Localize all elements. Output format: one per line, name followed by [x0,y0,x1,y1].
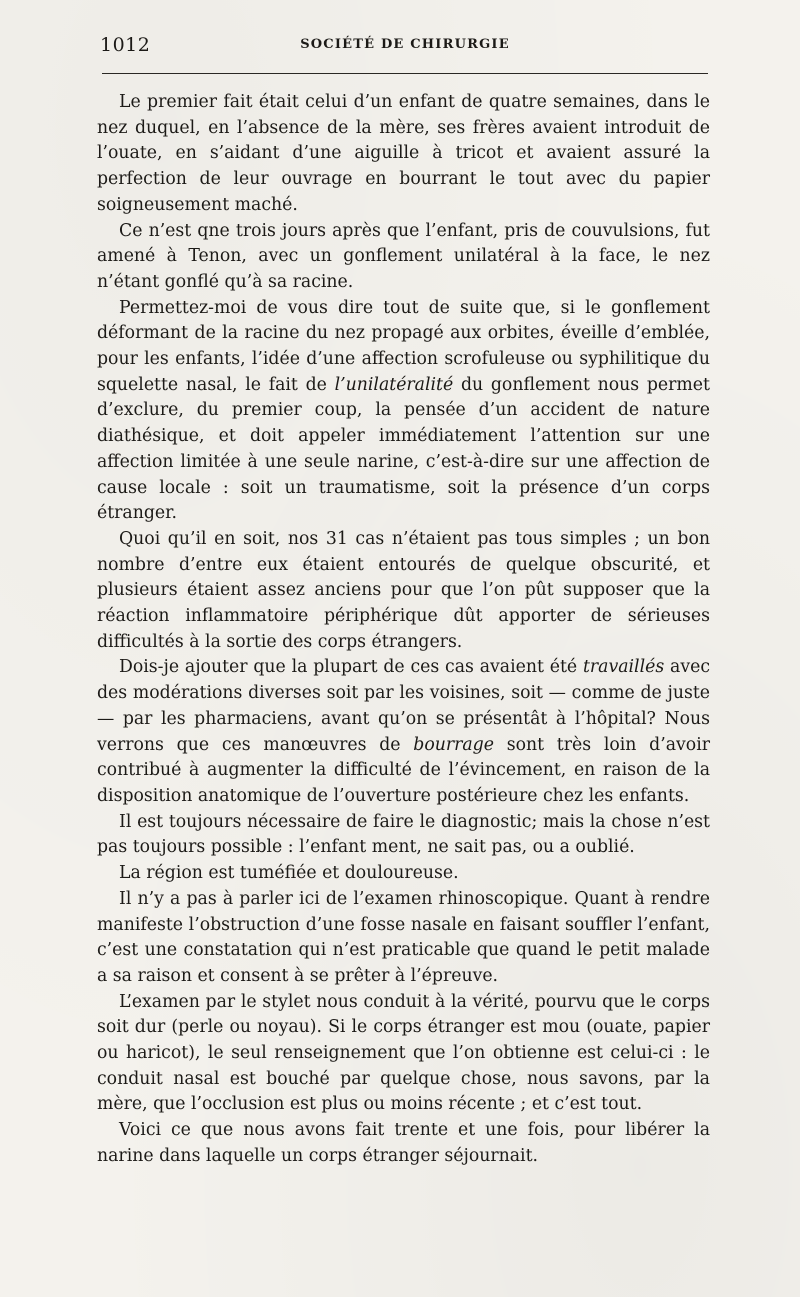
paragraph-text: sont très loin d’avoir contribué à augmenter la difficulté de l’évincement, en raison de la disposition anatomique de l’ouverture postérieure chez les enfants. [97,734,710,806]
paragraph: L’examen par le stylet nous conduit à la vérité, pourvu que le corps soit dur (perle ou noyau). Si le corps étranger est mou (ouate, papier ou haricot), le seul renseignement que l’on obtienne est celui-ci : le conduit nasal est bouché par quelque chose, nous savons, par la mère, que l’occlusion est plus ou moins récente ; et c’est tout. [97,991,710,1115]
italic-term: l’unilatéralité [334,374,454,395]
paragraph [97,655,710,809]
paragraph-text: Dois-je ajouter que la plupart de ces cas avaient été [119,657,583,678]
paragraph: Il est toujours nécessaire de faire le diagnostic; mais la chose n’est pas toujours possible : l’enfant ment, ne sait pas, ou a oublié. [97,811,710,858]
page-number: 1012 [100,34,151,56]
paragraph: La région est tuméfiée et douloureuse. [119,863,459,884]
italic-term: bourrage [413,734,494,755]
header-rule [102,73,708,74]
paragraph-text: du gonflement nous permet d’exclure, du premier coup, la pensée d’un accident de nature diathésique, et doit appeler immédiatement l’attention sur une affection limitée à une seule narine, c’est-à-dire sur une affection de cause locale : soit un traumatisme, soit la présence d’un corps étranger. [97,374,710,524]
italic-term: travaillés [582,657,665,678]
body-text [97,90,710,1170]
paragraph-text: avec des modérations diverses soit par les voisines, soit — comme de juste — par les pharmaciens, avant qu’on se présentât à l’hôpital? Nous verrons que ces manœuvres de [97,657,711,755]
paragraph [97,296,710,527]
paragraph: Voici ce que nous avons fait trente et une fois, pour libérer la narine dans laquelle un corps étranger séjournait. [97,1120,710,1166]
paragraph: Quoi qu’il en soit, nos 31 cas n’étaient pas tous simples ; un bon nombre d’entre eux étaient entourés de quelque obscurité, et plusieurs étaient assez anciens pour que l’on pût supposer que la réaction inflammatoire périphérique dût apporter de sérieuses difficultés à la sortie des corps étrangers. [97,528,710,652]
paragraph: Ce n’est qne trois jours après que l’enfant, pris de couvulsions, fut amené à Tenon, avec un gonflement unilatéral à la face, le nez n’étant gonflé qu’à sa racine. [97,220,710,292]
paragraph-text: Permettez-moi de vous dire tout de suite que, si le gonflement déformant de la racine du nez propagé aux orbites, éveille d’emblée, pour les enfants, l’idée d’une affection scrofuleuse ou syphilitique du squelette nasal, le fait de [97,297,710,395]
paragraph: Il n’y a pas à parler ici de l’examen rhinoscopique. Quant à rendre manifeste l’obstruction d’une fosse nasale en faisant souffler l’enfant, c’est une constatation qui n’est praticable que quand le petit malade a sa raison et consent à se prêter à l’épreuve. [97,888,710,986]
paragraph: Le premier fait était celui d’un enfant de quatre semaines, dans le nez duquel, en l’absence de la mère, ses frères avaient introduit de l’ouate, en s’aidant d’une aiguille à tricot et avaient assuré la perfection de leur ouvrage en bourrant le tout avec du papier soigneusement maché. [97,92,710,215]
page-header [100,34,710,62]
running-title: SOCIÉTÉ DE CHIRURGIE [300,37,510,52]
